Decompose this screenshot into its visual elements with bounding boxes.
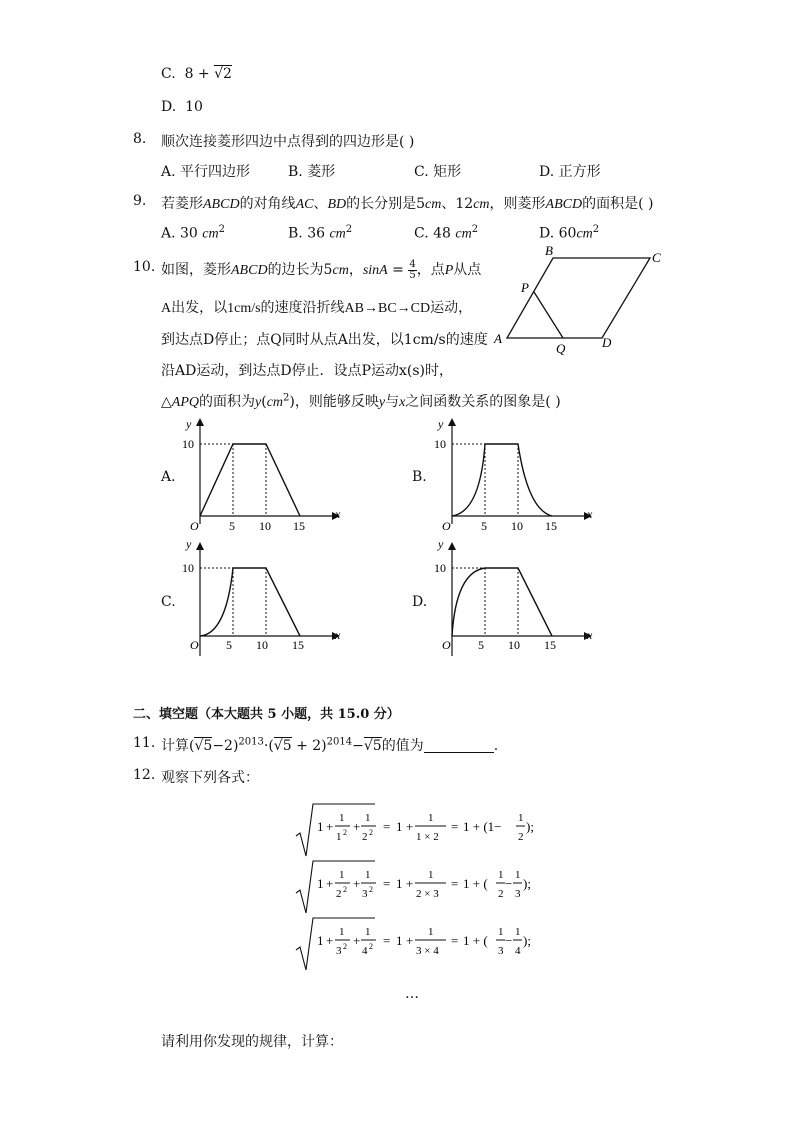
svg-text:3: 3: [515, 888, 521, 900]
svg-text:1: 1: [428, 926, 434, 938]
svg-text:+: +: [353, 876, 361, 891]
svg-text:3: 3: [336, 945, 342, 957]
graph-curve: [452, 568, 552, 636]
svg-text:2: 2: [343, 828, 347, 837]
svg-text:2 × 3: 2 × 3: [416, 888, 439, 900]
svg-text:+: +: [326, 819, 334, 834]
svg-text:=: =: [383, 819, 391, 834]
svg-text:1: 1: [498, 869, 504, 881]
svg-text:1: 1: [498, 926, 504, 938]
label-a: A: [494, 331, 502, 346]
rhombus-figure: [490, 240, 680, 355]
svg-text:3 × 4: 3 × 4: [416, 945, 439, 957]
q8-number: 8.: [133, 131, 147, 147]
svg-text:1: 1: [396, 819, 403, 834]
graph-curve: [200, 568, 300, 636]
svg-text:+: +: [353, 933, 361, 948]
svg-text:1: 1: [339, 812, 345, 824]
svg-text:1: 1: [339, 869, 345, 881]
svg-text:O: O: [190, 638, 199, 652]
q9-option-a: A. 30 $cm^2$: [161, 224, 225, 242]
svg-text:1: 1: [396, 876, 403, 891]
q10-line-4: 沿AD运动，到达点D停止．设点P运动x(s)时，: [161, 363, 453, 379]
svg-text:1: 1: [365, 869, 371, 881]
svg-text:3: 3: [362, 888, 368, 900]
svg-text:10: 10: [434, 561, 446, 575]
q8-option-d: D. 正方形: [539, 164, 601, 180]
ellipsis: …: [405, 986, 419, 1002]
radical-sign: [296, 918, 375, 970]
svg-text:+: +: [406, 933, 414, 948]
svg-text:5: 5: [478, 638, 484, 652]
svg-text:10: 10: [182, 561, 194, 575]
svg-text:5: 5: [229, 519, 235, 532]
graph-a: [180, 412, 350, 532]
svg-text:+: +: [353, 819, 361, 834]
section-2-title: 二、填空题（本大题共 5 小题，共 15.0 分）: [133, 707, 400, 722]
svg-text:O: O: [442, 638, 451, 652]
svg-text:=: =: [451, 876, 459, 891]
svg-text:5: 5: [481, 519, 487, 532]
graph-a-label: A.: [161, 469, 176, 485]
svg-text:y: y: [438, 537, 444, 551]
svg-text:x: x: [587, 628, 593, 642]
q12-number: 12.: [133, 767, 156, 783]
svg-text:1 + (1−: 1 + (1−: [463, 819, 502, 834]
svg-text:y: y: [186, 417, 192, 431]
radical-sign: [296, 804, 375, 856]
svg-text:1: 1: [365, 812, 371, 824]
equation-row-3: [296, 918, 531, 970]
q9-option-c: C. 48 $cm^2$: [414, 224, 479, 242]
svg-text:−: −: [505, 876, 513, 891]
svg-text:1: 1: [317, 876, 324, 891]
svg-text:=: =: [383, 876, 391, 891]
svg-text:1 + (: 1 + (: [463, 876, 488, 891]
svg-text:y: y: [186, 537, 192, 551]
svg-text:4: 4: [515, 945, 521, 957]
graph-d-label: D.: [412, 594, 428, 610]
svg-text:O: O: [190, 519, 199, 532]
svg-text:+: +: [326, 933, 334, 948]
svg-text:1 × 2: 1 × 2: [416, 831, 439, 843]
svg-text:5: 5: [226, 638, 232, 652]
svg-text:1: 1: [317, 819, 324, 834]
q9-stem: 若菱形ABCD的对角线AC、BD的长分别是5cm、12cm，则菱形ABCD的面积是( ): [161, 196, 654, 212]
q10-number: 10.: [133, 259, 156, 275]
svg-text:2: 2: [362, 831, 368, 843]
q8-option-c: C. 矩形: [414, 164, 462, 180]
svg-text:15: 15: [545, 519, 557, 532]
svg-text:1: 1: [317, 933, 324, 948]
svg-text:1: 1: [515, 926, 521, 938]
svg-text:1: 1: [518, 812, 524, 824]
q9-option-d: D. $60cm^2$: [539, 224, 600, 242]
svg-text:2: 2: [336, 888, 342, 900]
svg-text:1 + (: 1 + (: [463, 933, 488, 948]
svg-text:1: 1: [365, 926, 371, 938]
q10-line-2: A出发，以1cm/s的速度沿折线AB→BC→CD运动，: [161, 301, 473, 316]
graph-b-label: B.: [412, 469, 427, 485]
svg-text:=: =: [451, 933, 459, 948]
graph-d: [432, 536, 602, 656]
svg-text:2: 2: [343, 885, 347, 894]
q10-line-5: △APQ的面积为$y(cm^2)$，则能够反映y与x之间函数关系的图象是( ): [161, 392, 561, 410]
svg-text:−: −: [505, 933, 513, 948]
svg-text:2: 2: [369, 885, 373, 894]
svg-text:2: 2: [343, 942, 347, 951]
y-axis-arrow-icon: [448, 418, 456, 426]
q7-option-d: D. 10: [161, 99, 203, 115]
q8-option-b: B. 菱形: [288, 164, 336, 180]
svg-text:2: 2: [518, 831, 524, 843]
q11-number: 11.: [133, 735, 156, 751]
svg-text:1: 1: [396, 933, 403, 948]
svg-text:3: 3: [498, 945, 504, 957]
label-d: D: [602, 335, 612, 350]
label-p: P: [521, 280, 529, 295]
label-q: Q: [556, 341, 566, 355]
svg-text:y: y: [438, 417, 444, 431]
svg-text:);: );: [523, 933, 531, 948]
svg-text:1: 1: [428, 812, 434, 824]
q10-line-1: 如图，菱形ABCD的边长为5cm，sinA = $\frac{4}{5}$ ，点P从点: [161, 258, 482, 281]
y-axis-arrow-icon: [196, 418, 204, 426]
svg-text:=: =: [383, 933, 391, 948]
svg-text:+: +: [406, 819, 414, 834]
svg-text:x: x: [587, 507, 593, 521]
q12-prompt: 请利用你发现的规律，计算：: [161, 1034, 343, 1050]
q9-number: 9.: [133, 193, 147, 209]
q9-option-b: B. 36 $cm^2$: [288, 224, 353, 242]
segment-pq: [534, 292, 563, 338]
label-b: B: [545, 243, 553, 258]
rhombus-abcd: [507, 258, 650, 338]
graph-c: [180, 536, 350, 656]
q8-option-a: A. 平行四边形: [161, 164, 251, 180]
svg-text:15: 15: [292, 638, 304, 652]
svg-text:15: 15: [544, 638, 556, 652]
svg-text:2: 2: [369, 828, 373, 837]
q12-stem: 观察下列各式：: [161, 770, 259, 786]
svg-text:1: 1: [515, 869, 521, 881]
y-axis-arrow-icon: [448, 542, 456, 550]
equation-row-2: [296, 861, 531, 913]
graph-c-label: C.: [161, 594, 176, 610]
svg-text:15: 15: [293, 519, 305, 532]
graph-b: [432, 412, 602, 532]
equation-row-1: [296, 804, 534, 856]
svg-text:=: =: [451, 819, 459, 834]
fraction-four-fifths: $\frac{4}{5}$: [409, 258, 416, 281]
q8-stem: 顺次连接菱形四边中点得到的四边形是( ): [161, 134, 415, 150]
graph-curve: [452, 444, 552, 516]
graph-curve: [200, 444, 300, 516]
svg-text:1: 1: [336, 831, 342, 843]
svg-text:10: 10: [508, 638, 520, 652]
q11-stem: 计算$(√5-2)^{2013}\cdot(√5 + 2)^{2014}-√5$的值为 .: [161, 736, 499, 754]
svg-text:+: +: [326, 876, 334, 891]
q10-line-3: 到达点D停止；点Q同时从点A出发，以1cm/s的速度: [161, 332, 488, 348]
svg-text:O: O: [442, 519, 451, 532]
svg-text:1: 1: [428, 869, 434, 881]
svg-text:10: 10: [434, 437, 446, 451]
svg-text:10: 10: [182, 437, 194, 451]
svg-text:x: x: [335, 628, 341, 642]
svg-text:2: 2: [369, 942, 373, 951]
q12-equations: [290, 800, 550, 970]
y-axis-arrow-icon: [196, 542, 204, 550]
svg-text:1: 1: [339, 926, 345, 938]
label-c: C: [652, 250, 661, 265]
svg-text:+: +: [406, 876, 414, 891]
svg-text:4: 4: [362, 945, 368, 957]
svg-text:);: );: [523, 876, 531, 891]
svg-text:);: );: [526, 819, 534, 834]
svg-text:10: 10: [511, 519, 523, 532]
svg-text:x: x: [335, 507, 341, 521]
q7-option-c: C. 8 + √2: [161, 66, 232, 82]
answer-blank[interactable]: [424, 738, 494, 753]
svg-text:10: 10: [259, 519, 271, 532]
radical-sign: [296, 861, 375, 913]
svg-text:10: 10: [256, 638, 268, 652]
svg-text:2: 2: [498, 888, 504, 900]
